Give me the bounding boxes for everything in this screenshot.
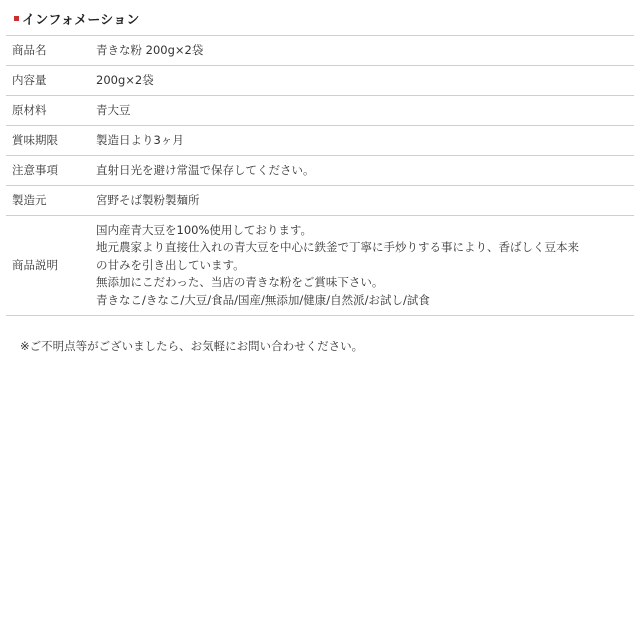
table-row xyxy=(6,96,634,126)
table-row xyxy=(6,186,634,216)
table-row-description xyxy=(6,216,634,316)
table-row xyxy=(6,156,634,186)
row-label-content: 内容量 xyxy=(12,73,47,87)
info-table xyxy=(6,35,634,316)
table-row xyxy=(6,126,634,156)
row-label-ingredients: 原材料 xyxy=(12,103,47,117)
section-title: インフォメーション xyxy=(22,12,140,28)
information-section xyxy=(6,0,634,354)
section-header xyxy=(6,1,634,35)
row-label-description: 商品説明 xyxy=(12,258,58,273)
section-marker-icon xyxy=(14,16,19,21)
row-label-best-before: 賞味期限 xyxy=(12,133,58,147)
row-label-precautions: 注意事項 xyxy=(12,163,58,177)
description-line: 無添加にこだわった、当店の青きな粉をご賞味下さい。 xyxy=(96,275,384,290)
row-value-description xyxy=(96,216,634,316)
row-value-ingredients: 青大豆 xyxy=(96,103,131,117)
row-value-best-before: 製造日より3ヶ月 xyxy=(96,133,184,147)
description-line: の甘みを引き出しています。 xyxy=(96,257,245,272)
table-row xyxy=(6,66,634,96)
row-value-content: 200g×2袋 xyxy=(96,73,154,87)
description-line: 地元農家より直接仕入れの青大豆を中心に鉄釜で丁寧に手炒りする事により、香ばしく豆本来 xyxy=(96,240,579,255)
row-label-manufacturer: 製造元 xyxy=(12,193,47,207)
row-value-precautions: 直射日光を避け常温で保存してください。 xyxy=(96,163,315,177)
row-value-product-name: 青きな粉 200g×2袋 xyxy=(96,43,204,57)
description-line: 国内産青大豆を100%使用しております。 xyxy=(96,223,312,237)
description-line: 青きなこ/きなこ/大豆/食品/国産/無添加/健康/自然派/お試し/試食 xyxy=(96,292,430,307)
contact-note: ※ご不明点等がございましたら、お気軽にお問い合わせください。 xyxy=(20,339,364,354)
row-label-product-name: 商品名 xyxy=(12,43,47,57)
row-value-manufacturer: 宮野そば製粉製麺所 xyxy=(96,193,200,207)
table-row xyxy=(6,36,634,66)
